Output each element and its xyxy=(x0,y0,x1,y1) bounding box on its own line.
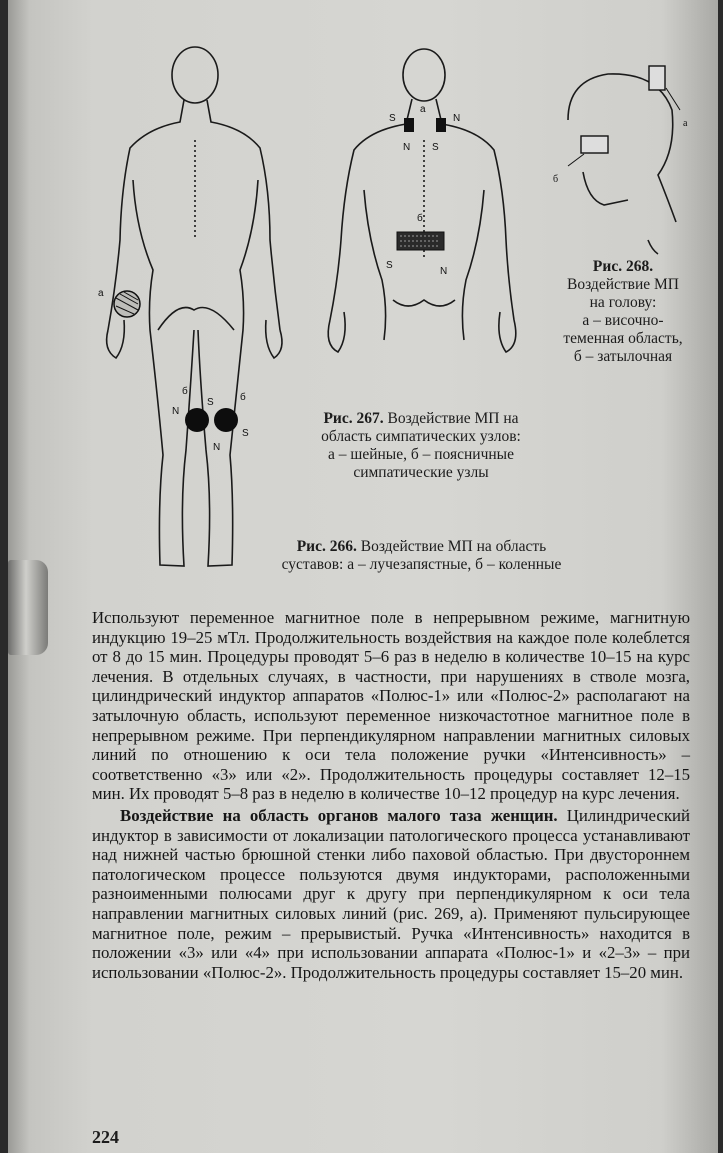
fig268-head-figure xyxy=(568,74,676,254)
fig268-caption-number: Рис. 268. xyxy=(592,258,654,275)
fig267-cervical-inductor-right xyxy=(436,118,446,132)
fig266-label-a: а xyxy=(98,288,104,299)
body-text xyxy=(92,608,690,982)
fig266-knee-inductor-right xyxy=(214,408,238,432)
fig267-label-n-mid: N xyxy=(403,142,411,153)
fig266-label-b-left: б xyxy=(182,386,188,397)
fig267-label-n-low: N xyxy=(440,266,448,277)
fig268-caption-line3: а – височно- xyxy=(582,312,664,329)
fig267-label-n-top: N xyxy=(453,113,461,124)
fig266-caption-line1: Воздействие МП на область xyxy=(356,538,547,555)
fig268-caption-line1: Воздействие МП xyxy=(567,276,679,293)
fig267-label-b: б xyxy=(417,213,423,224)
book-page xyxy=(8,0,718,1153)
fig267-cervical-inductor-left xyxy=(404,118,414,132)
page-number: 224 xyxy=(92,1127,119,1147)
fig267-torso-figure xyxy=(328,49,516,352)
paragraph-2-heading: Воздействие на область органов малого таза женщин. xyxy=(120,805,558,825)
fig266-label-n1: N xyxy=(172,406,180,417)
fig266-label-s2: S xyxy=(242,428,249,439)
fig267-label-s-top: S xyxy=(389,113,396,124)
fig268-caption-line2: на голову: xyxy=(589,294,657,311)
fig267-caption-line2: область симпатических узлов: xyxy=(321,428,521,445)
fig267-caption-line1: Воздействие МП на xyxy=(383,410,519,427)
fig266-caption-number: Рис. 266. xyxy=(296,538,357,555)
paragraph-1: Используют переменное магнитное поле в непрерывном режиме, магнитную индукцию 19–25 мТл. Продолжительность воздействия на каждое поле колеблется от 8 до 15 мин. Процедуры проводят 5–6 раз в неделю в количестве 10–15 на курс лечения. В отдельных случаях, в частности, при нарушениях в стволе мозга, цилиндрический индуктор аппаратов «Полюс-1» или «Полюс-2» располагают на затылочную область, используют переменное низкочастотное магнитное поле в непрерывном режиме. При перпендикулярном направлении магнитных силовых линий по отношению к оси тела положение ручки «Интенсивность» – соответственно «3» или «2». Продолжительность процедуры составляет 12–15 мин. Их проводят 5–8 раз в неделю в количестве 10–12 процедур на курс лечения. xyxy=(92,608,690,804)
paragraph-2 xyxy=(92,806,690,982)
fig268-inductor-b xyxy=(581,136,608,153)
fig267-label-s-mid: S xyxy=(432,142,439,153)
paragraph-2-body: Цилиндрический индуктор в зависимости от локализации патологического процесса устанавливают над нижней частью брюшной стенки либо паховой областью. При двустороннем патологическом процессе пользуются двумя индукторами, расположенными разноименными полюсами друг к другу при перпендикулярном к оси тела направлении магнитных силовых линий (рис. 269, а). Применяют пульсирующее магнитное поле, режим – прерывистый. Ручка «Интенсивность» находится в положении «3» или «4» при использовании аппарата «Полюс-1» и «2–3» – при использовании «Полюс-2». Продолжительность процедуры составляет 15–20 мин. xyxy=(92,805,690,982)
fig268-caption xyxy=(548,258,698,366)
fig267-label-a: a xyxy=(420,104,426,115)
fig266-caption xyxy=(244,538,599,574)
fig266-label-s1: S xyxy=(207,397,214,408)
fig268-caption-line5: б – затылочная xyxy=(573,348,673,365)
fig267-caption-line4: симпатические узлы xyxy=(353,464,489,481)
fig266-caption-line2: суставов: а – лучезапястные, б – коленные xyxy=(281,556,562,573)
fig268-label-b: б xyxy=(553,174,559,185)
fig268-caption-line4: теменная область, xyxy=(563,330,683,347)
fig266-knee-inductor-left xyxy=(185,408,209,432)
fig268-label-a: а xyxy=(683,118,688,129)
fig267-label-s-low: S xyxy=(386,260,393,271)
fig267-caption-number: Рис. 267. xyxy=(323,410,384,427)
fig268-inductor-a xyxy=(649,66,665,90)
fig267-caption xyxy=(291,410,551,482)
fig266-label-n2: N xyxy=(213,442,221,453)
fig266-label-b-right: б xyxy=(240,392,246,403)
fig267-caption-line3: а – шейные, б – поясничные xyxy=(328,446,514,463)
